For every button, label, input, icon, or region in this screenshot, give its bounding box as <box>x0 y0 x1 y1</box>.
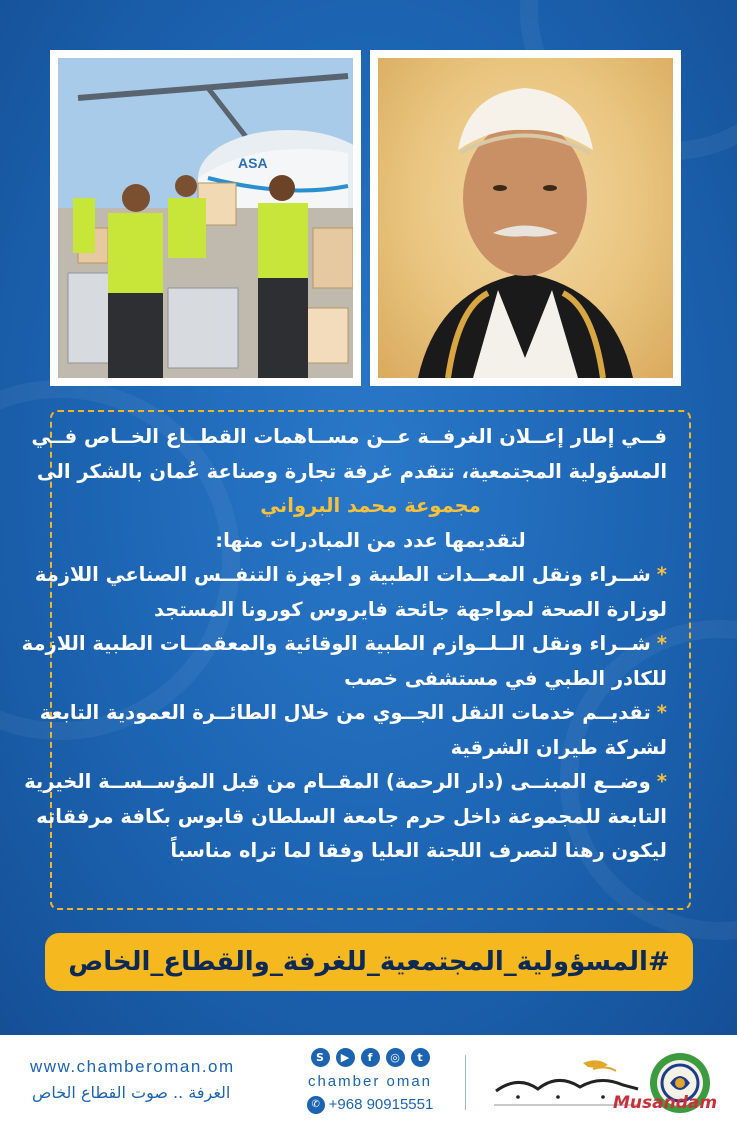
initiative-item-1-cont: لوزارة الصحة لمواجهة جائحة فايروس كورونا المستجد <box>154 597 667 621</box>
initiative-item-4-cont-2: ليكون رهنا لتصرف اللجنة العليا وفقا لما تراه مناسباً <box>170 839 667 862</box>
instagram-icon[interactable]: ◎ <box>386 1048 405 1067</box>
intro-line-1: فــي إطار إعــلان الغرفــة عــن مســاهمات القطــاع الخــاص فــي <box>31 425 667 448</box>
initiative-item-2-cont: للكادر الطبي في مستشفى خصب <box>344 666 667 690</box>
portrait-photo-frame <box>370 50 681 386</box>
initiative-item-2 <box>21 627 667 662</box>
social-handle: chamber oman <box>307 1073 433 1090</box>
website-link[interactable]: www.chamberoman.om <box>30 1057 235 1076</box>
whatsapp-contact[interactable] <box>298 1096 442 1114</box>
whatsapp-icon: ✆ <box>307 1096 325 1114</box>
helicopter-photo <box>58 58 353 378</box>
bullet-star-icon: * <box>656 701 667 724</box>
bullet-star-icon: * <box>656 770 667 793</box>
announcement-text-box <box>21 410 691 910</box>
portrait-illustration <box>378 58 673 378</box>
phone-number: +968 90915551 <box>328 1096 434 1113</box>
footer-divider <box>465 1055 466 1110</box>
initiative-text: تقديــم خدمات النقل الجــوي من خلال الطائــرة العمودية التابعة <box>39 701 651 724</box>
footer <box>0 1035 737 1127</box>
portrait-photo <box>378 58 673 378</box>
initiative-item-4-cont: التابعة للمجموعة داخل حرم جامعة السلطان قابوس بكافة مرفقاته <box>36 804 667 828</box>
initiative-item-4 <box>24 765 667 800</box>
initiative-text: شــراء ونقل المعــدات الطبية و اجهزة التنفــس الصناعي اللازمة <box>34 563 651 586</box>
recipient-name: مجموعة محمد البرواني <box>260 494 481 517</box>
musandam-watermark: Musandam <box>613 1093 718 1113</box>
bullet-star-icon: * <box>656 563 667 586</box>
social-icons-row <box>300 1048 440 1072</box>
footer-slogan: الغرفة .. صوت القطاع الخاص <box>32 1083 231 1102</box>
hashtag-banner: #المسؤولية_المجتمعية_للغرفة_والقطاع_الخاص <box>45 933 693 991</box>
initiative-item-1 <box>34 558 667 593</box>
bullet-star-icon: * <box>656 632 667 655</box>
initiative-text: شــراء ونقل الــلــوازم الطبية الوقائية والمعقمــات الطبية اللازمة <box>21 632 651 655</box>
initiative-item-3 <box>39 696 667 731</box>
snapchat-icon[interactable]: S <box>311 1048 330 1067</box>
initiative-item-3-cont: لشركة طيران الشرقية <box>450 735 667 759</box>
intro-line-2: المسؤولية المجتمعية، تتقدم غرفة تجارة وصناعة عُمان بالشكر الى <box>36 459 667 483</box>
youtube-icon[interactable]: ▶ <box>336 1048 355 1067</box>
initiatives-intro: لتقديمها عدد من المبادرات منها: <box>215 528 526 552</box>
facebook-icon[interactable]: f <box>361 1048 380 1067</box>
helicopter-photo-frame <box>50 50 361 386</box>
twitter-icon[interactable]: t <box>411 1048 430 1067</box>
svg-text:ASA: ASA <box>238 155 268 171</box>
initiative-text: وضــع المبنــى (دار الرحمة) المقــام من قبل المؤســســة الخيرية <box>24 770 651 793</box>
helicopter-scene-illustration <box>58 58 353 378</box>
